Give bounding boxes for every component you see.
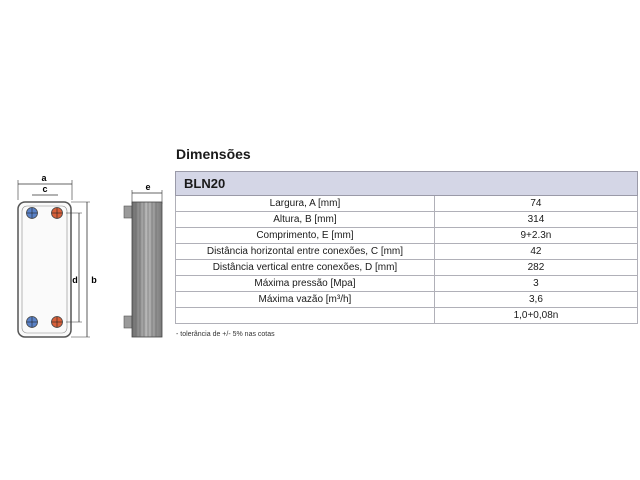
table-row — [176, 276, 638, 292]
section-title: Dimensões — [176, 146, 251, 162]
side-view — [124, 182, 162, 337]
spec-value: 1,0+0,08n — [434, 308, 637, 324]
spec-label: Largura, A [mm] — [176, 196, 435, 212]
spec-value: 3 — [434, 276, 637, 292]
front-view — [18, 173, 97, 337]
spec-label: Distância horizontal entre conexões, C [mm] — [176, 244, 435, 260]
specs-table — [175, 171, 638, 324]
spec-value: 74 — [434, 196, 637, 212]
spec-label: Comprimento, E [mm] — [176, 228, 435, 244]
dim-a-label: a — [41, 173, 47, 183]
spec-label: Altura, B [mm] — [176, 212, 435, 228]
spec-value: 282 — [434, 260, 637, 276]
spec-label: Máxima pressão [Mpa] — [176, 276, 435, 292]
table-row — [176, 244, 638, 260]
tolerance-note: - tolerância de +/- 5% nas cotas — [176, 331, 275, 338]
spec-value: 314 — [434, 212, 637, 228]
spec-label: Máxima vazão [m³/h] — [176, 292, 435, 308]
dim-d-label: d — [72, 275, 78, 285]
side-connector-top — [124, 206, 132, 218]
plate-pack — [132, 202, 162, 337]
table-row — [176, 228, 638, 244]
dim-c-label: c — [42, 184, 48, 194]
spec-label: Distância vertical entre conexões, D [mm] — [176, 260, 435, 276]
spec-value: 3,6 — [434, 292, 637, 308]
spec-label — [176, 308, 435, 324]
dim-b-label: b — [91, 275, 97, 285]
side-connector-bottom — [124, 316, 132, 328]
table-row — [176, 260, 638, 276]
table-header-row — [176, 172, 638, 196]
dim-e-label: e — [145, 182, 151, 192]
spec-value: 42 — [434, 244, 637, 260]
model-name: BLN20 — [176, 172, 638, 196]
table-row — [176, 212, 638, 228]
table-row — [176, 308, 638, 324]
spec-value: 9+2.3n — [434, 228, 637, 244]
front-plate — [18, 202, 71, 337]
table-row — [176, 292, 638, 308]
table-row — [176, 196, 638, 212]
